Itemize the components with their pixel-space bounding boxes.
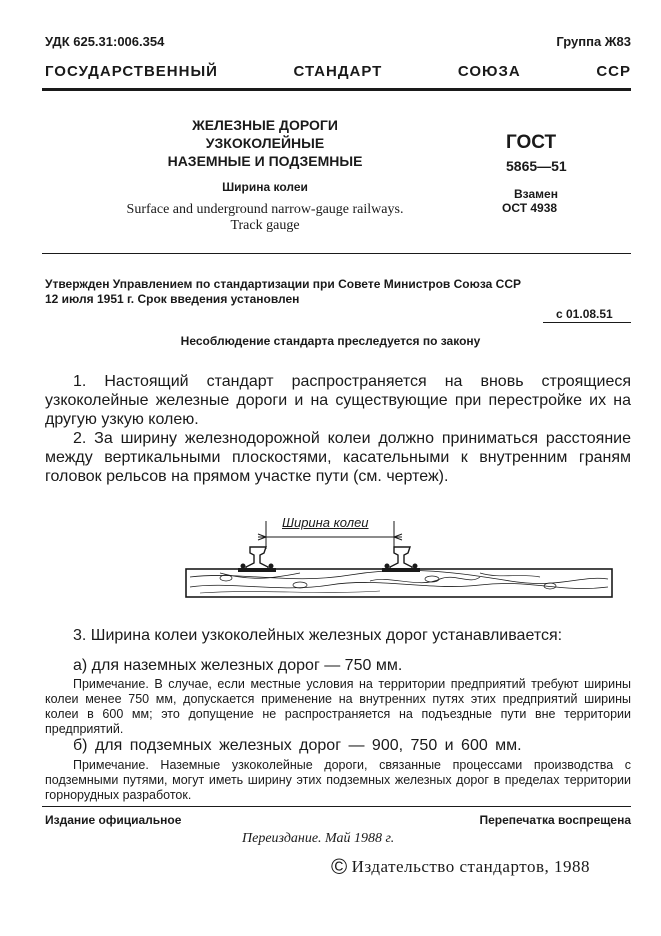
copyright-icon: © — [331, 854, 348, 879]
effective-date-underline — [543, 322, 631, 323]
right-rail — [382, 547, 420, 572]
gost-number: 5865—51 — [506, 158, 567, 174]
gost-label: ГОСТ — [506, 132, 557, 153]
subtitle: Ширина колеи — [222, 180, 308, 194]
title-block — [60, 116, 470, 170]
approval-line-2: 12 июля 1951 г. Срок введения установлен — [45, 292, 300, 306]
note-b: Примечание. Наземные узкоколейные дороги, связанные процессами производства с подземными путями, могут иметь ширину этих подземных железных дорог в пределах территории горнорудных разработок. — [45, 758, 631, 802]
paragraph-3: 3. Ширина колеи узкоколейных железных дорог устанавливается: — [73, 627, 563, 644]
english-title — [40, 202, 490, 234]
organization-banner: ГОСУДАРСТВЕННЫЙ СТАНДАРТ СОЮЗА ССР — [45, 63, 631, 80]
udc-code: УДК 625.31:006.354 — [45, 34, 165, 49]
group-code: Группа Ж83 — [556, 34, 631, 49]
replaces-standard: ОСТ 4938 — [502, 201, 558, 215]
english-title-line-2: Track gauge — [230, 218, 300, 233]
replaces-label: Взамен — [514, 187, 558, 201]
title-line-3: НАЗЕМНЫЕ И ПОДЗЕМНЫЕ — [167, 153, 363, 169]
footer-rule — [42, 806, 631, 807]
track-gauge-drawing — [180, 515, 620, 615]
left-rail — [238, 547, 276, 572]
item-a: а) для наземных железных дорог — 750 мм. — [73, 657, 403, 674]
title-line-2: УЗКОКОЛЕЙНЫЕ — [205, 135, 325, 151]
header-rule — [42, 88, 631, 91]
reissue-note: Переиздание. Май 1988 г. — [242, 831, 395, 846]
note-a: Примечание. В случае, если местные условия на территории предприятий требуют ширины колеи менее 750 мм, допускается применение на внутренних путях этих предприятий ширины колеи в 600 мм; это допущение не распространяется на подъездные пути вне территории предприятий. — [45, 677, 631, 736]
paragraph-1: 1. Настоящий стандарт распространяется на вновь строящиеся узкоколейные железные дороги и на существующие при перестройке их на другую узкую колею. — [45, 373, 631, 428]
reprint-prohibited: Перепечатка воспрещена — [479, 813, 631, 827]
title-rule — [42, 253, 631, 254]
approval-line-1: Утвержден Управлением по стандартизации при Совете Министров Союза ССР — [45, 277, 522, 291]
official-edition: Издание официальное — [45, 813, 182, 827]
publisher: Издательство стандартов, 1988 — [351, 857, 590, 876]
english-title-line-1: Surface and underground narrow-gauge railways. — [126, 202, 404, 217]
copyright-line — [331, 852, 590, 878]
paragraph-2: 2. За ширину железнодорожной колеи должно приниматься расстояние между вертикальными плоскостями, касательными к внутренним граням головок рельсов на прямом участке пути (см. чертеж). — [45, 430, 631, 485]
item-b: б) для подземных железных дорог — 900, 750 и 600 мм. — [73, 737, 522, 754]
title-line-1: ЖЕЛЕЗНЫЕ ДОРОГИ — [192, 117, 338, 133]
legal-notice: Несоблюдение стандарта преследуется по закону — [180, 334, 481, 348]
effective-date: с 01.08.51 — [556, 307, 613, 321]
gauge-label: Ширина колеи — [282, 515, 369, 530]
